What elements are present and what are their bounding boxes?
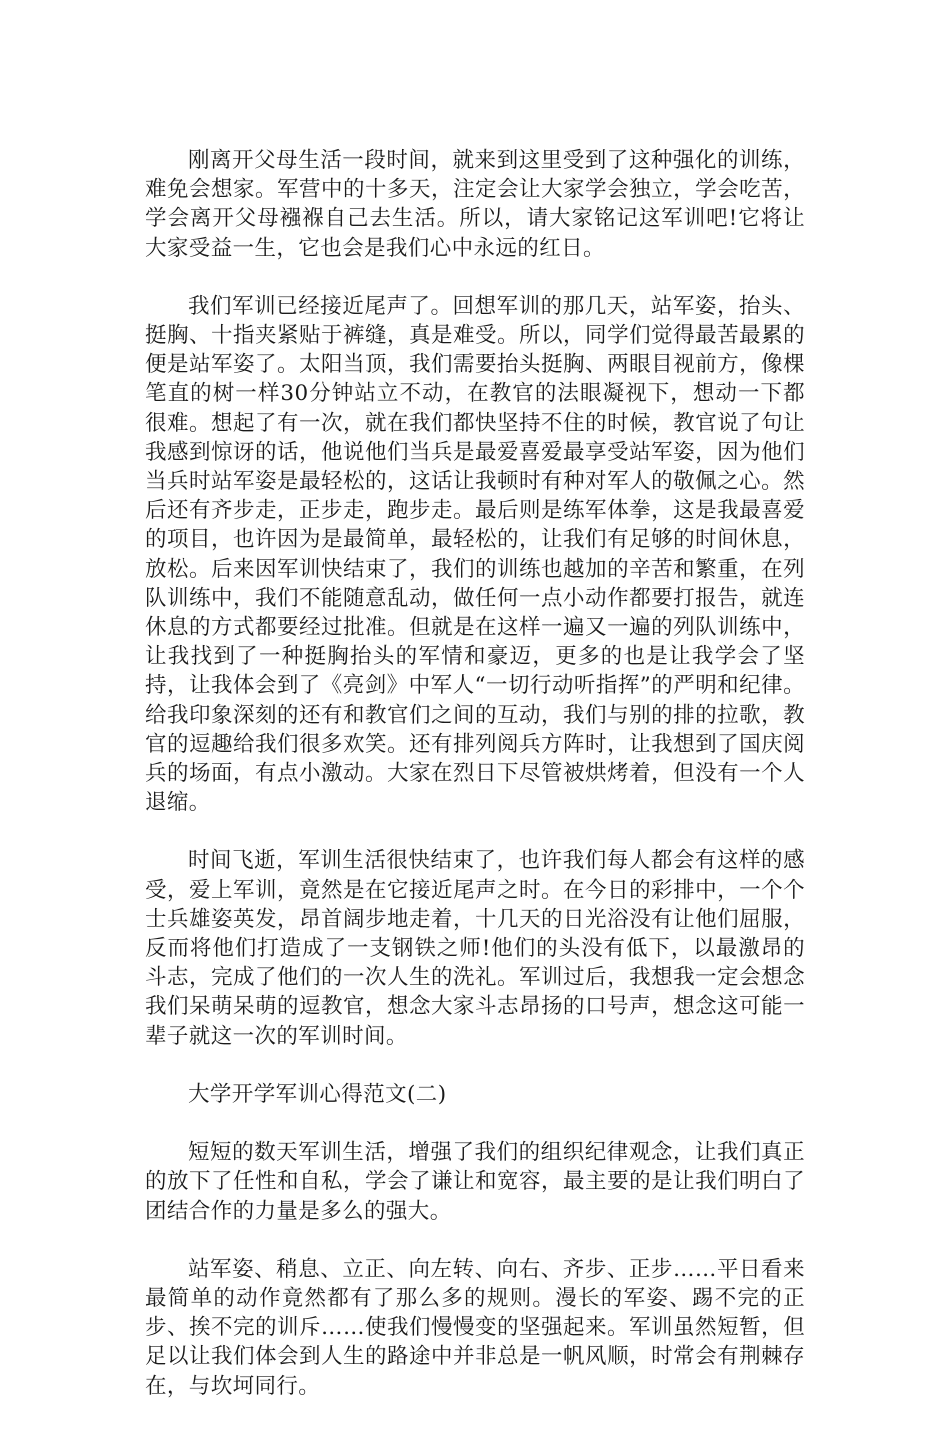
document-page	[145, 146, 805, 1430]
paragraph-2: 我们军训已经接近尾声了。回想军训的那几天，站军姿，抬头、挺胸、十指夹紧贴于裤缝，真是难受。所以，同学们觉得最苦最累的便是站军姿了。太阳当顶，我们需要抬头挺胸、两眼目视前方，像棵笔直的树一样30分钟站立不动，在教官的法眼凝视下，想动一下都很难。想起了有一次，就在我们都快坚持不住的时候，教官说了句让我感到惊讶的话，他说他们当兵是最爱喜爱最享受站军姿，因为他们当兵时站军姿是最轻松的，这话让我顿时有种对军人的敬佩之心。然后还有齐步走，正步走，跑步走。最后则是练军体拳，这是我最喜爱的项目，也许因为是最简单，最轻松的，让我们有足够的时间休息，放松。后来因军训快结束了，我们的训练也越加的辛苦和繁重，在列队训练中，我们不能随意乱动，做任何一点小动作都要打报告，就连休息的方式都要经过批准。但就是在这样一遍又一遍的列队训练中，让我找到了一种挺胸抬头的军情和豪迈，更多的也是让我学会了坚持，让我体会到了《亮剑》中军人“一切行动听指挥”的严明和纪律。给我印象深刻的还有和教官们之间的互动，我们与别的排的拉歌，教官的逗趣给我们很多欢笑。还有排列阅兵方阵时，让我想到了国庆阅兵的场面，有点小激动。大家在烈日下尽管被烘烤着，但没有一个人退缩。	[145, 293, 805, 816]
section-heading: 大学开学军训心得范文(二)	[188, 1081, 447, 1107]
paragraph-1: 刚离开父母生活一段时间，就来到这里受到了这种强化的训练，难免会想家。军营中的十多天，注定会让大家学会独立，学会吃苦，学会离开父母襁褓自己去生活。所以，请大家铭记这军训吧!它将让大家受益一生，它也会是我们心中永远的红日。	[145, 148, 805, 261]
paragraph-4: 短短的数天军训生活，增强了我们的组织纪律观念，让我们真正的放下了任性和自私，学会了谦让和宽容，最主要的是让我们明白了团结合作的力量是多么的强大。	[145, 1140, 805, 1224]
paragraph-5: 站军姿、稍息、立正、向左转、向右、齐步、正步……平日看来最简单的动作竟然都有了那么多的规则。漫长的军姿、踢不完的正步、挨不完的训斥……使我们慢慢变的坚强起来。军训虽然短暂，但足以让我们体会到人生的路途中并非总是一帆风顺，时常会有荆棘存在，与坎坷同行。	[145, 1256, 805, 1399]
paragraph-3: 时间飞逝，军训生活很快结束了，也许我们每人都会有这样的感受，爱上军训，竟然是在它接近尾声之时。在今日的彩排中，一个个士兵雄姿英发，昂首阔步地走着，十几天的日光浴没有让他们屈服，反而将他们打造成了一支钢铁之师!他们的头没有低下，以最激昂的斗志，完成了他们的一次人生的洗礼。军训过后，我想我一定会想念我们呆萌呆萌的逗教官，想念大家斗志昂扬的口号声，想念这可能一辈子就这一次的军训时间。	[145, 848, 805, 1049]
